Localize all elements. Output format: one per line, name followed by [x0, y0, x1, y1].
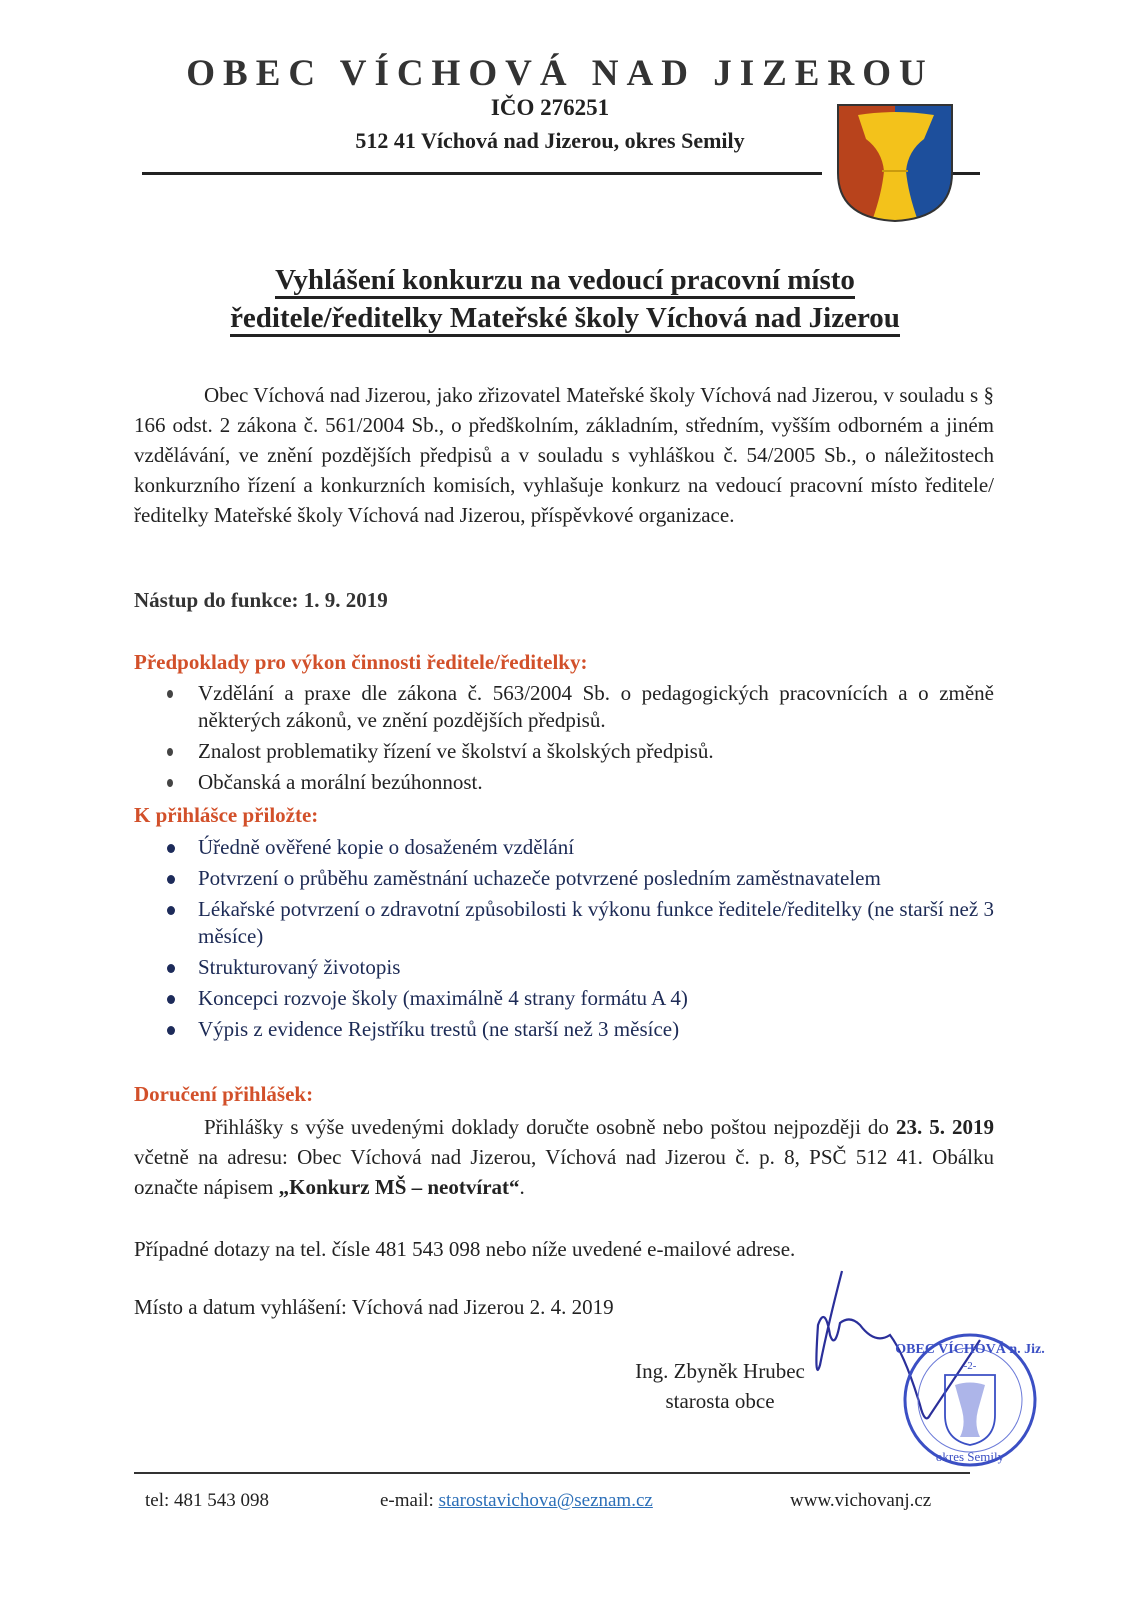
bullet-icon: [167, 748, 173, 756]
intro-paragraph: Obec Víchová nad Jizerou, jako zřizovatel Mateřské školy Víchová nad Jizerou, v souladu s § 166 odst. 2 zákona č. 561/2004 Sb., o předškolním, základním, středním, vyšším odborném a jiném vzdělávání, ve znění pozdějších předpisů a v souladu s vyhláškou č. 54/2005 Sb., o náležitostech konkurzního řízení a konkurzních komisích, vyhlašuje konkurz na vedoucí pracovní místo ředitele/ředitelky Mateřské školy Víchová nad Jizerou, příspěvkové organizace.: [134, 383, 994, 527]
signature-and-stamp: [780, 1265, 1060, 1485]
attachments-list: [160, 834, 994, 1047]
requirements-heading: Předpoklady pro výkon činnosti ředitele/ředitelky:: [134, 650, 588, 674]
bullet-icon: [167, 964, 175, 973]
questions-note: Případné dotazy na tel. čísle 481 543 098 nebo níže uvedené e-mailové adrese.: [134, 1237, 796, 1261]
bullet-icon: [167, 844, 175, 853]
footer-divider: [134, 1472, 970, 1474]
requirements-list: [160, 680, 994, 800]
municipality-address: 512 41 Víchová nad Jizerou, okres Semily: [355, 128, 745, 153]
start-date: Nástup do funkce: 1. 9. 2019: [134, 588, 388, 612]
signatory-name: Ing. Zbyněk Hrubec: [635, 1359, 805, 1383]
list-item: Vzdělání a praxe dle zákona č. 563/2004 Sb. o pedagogických pracovnících a o změně některých zákonů, ve znění pozdějších předpisů.: [160, 680, 994, 734]
list-item: Koncepci rozvoje školy (maximálně 4 strany formátu A 4): [160, 985, 994, 1012]
municipality-name: OBEC VÍCHOVÁ NAD JIZEROU: [186, 53, 934, 94]
list-item: Výpis z evidence Rejstříku trestů (ne starší než 3 měsíce): [160, 1016, 994, 1043]
attachments-heading: K přihlášce přiložte:: [134, 803, 319, 827]
company-id: IČO 276251: [490, 95, 610, 120]
place-and-date: Místo a datum vyhlášení: Víchová nad Jizerou 2. 4. 2019: [134, 1295, 614, 1319]
deadline-date: 23. 5. 2019: [895, 1115, 994, 1139]
bullet-icon: [167, 906, 175, 915]
announcement-title-line1: Vyhlášení konkurzu na vedoucí pracovní místo: [150, 264, 980, 297]
letterhead-divider: [142, 172, 822, 175]
svg-text:-2-: -2-: [963, 1360, 977, 1372]
footer-website[interactable]: www.vichovanj.cz: [790, 1490, 932, 1511]
footer-email: e-mail: starostavichova@seznam.cz: [380, 1490, 653, 1511]
list-item: Lékařské potvrzení o zdravotní způsobilosti k výkonu funkce ředitele/ředitelky (ne starší než 3 měsíce): [160, 896, 994, 950]
svg-text:OBEC VÍCHOVÁ n. Jiz.: OBEC VÍCHOVÁ n. Jiz.: [895, 1342, 1045, 1357]
list-item: Strukturovaný životopis: [160, 954, 994, 981]
list-item: Občanská a morální bezúhonnost.: [160, 769, 994, 796]
bullet-icon: [167, 995, 175, 1004]
list-item: Úředně ověřené kopie o dosaženém vzdělání: [160, 834, 994, 861]
svg-text:okres Semily: okres Semily: [935, 1449, 1005, 1464]
delivery-paragraph: Přihlášky s výše uvedenými doklady doručte osobně nebo poštou nejpozději do 23. 5. 2019 včetně na adresu: Obec Víchová nad Jizerou, Víchová nad Jizerou č. p. 8, PSČ 512 41. Obálku označte nápisem „Konkurz MŠ – neotvírat“.: [134, 1115, 994, 1199]
official-stamp: [895, 1335, 1044, 1465]
signatory-role: starosta obce: [665, 1389, 775, 1413]
coat-of-arms-icon: [836, 103, 954, 223]
envelope-label: „Konkurz MŠ – neotvírat“: [278, 1175, 520, 1199]
email-link[interactable]: starostavichova@seznam.cz: [438, 1490, 653, 1511]
bullet-icon: [167, 1026, 175, 1035]
delivery-heading: Doručení přihlášek:: [134, 1082, 314, 1106]
footer-phone: tel: 481 543 098: [145, 1490, 270, 1511]
list-item: Potvrzení o průběhu zaměstnání uchazeče potvrzené posledním zaměstnavatelem: [160, 865, 994, 892]
bullet-icon: [167, 690, 173, 698]
announcement-title-line2: ředitele/ředitelky Mateřské školy Víchová nad Jizerou: [150, 302, 980, 335]
list-item: Znalost problematiky řízení ve školství a školských předpisů.: [160, 738, 994, 765]
bullet-icon: [167, 779, 173, 787]
bullet-icon: [167, 875, 175, 884]
